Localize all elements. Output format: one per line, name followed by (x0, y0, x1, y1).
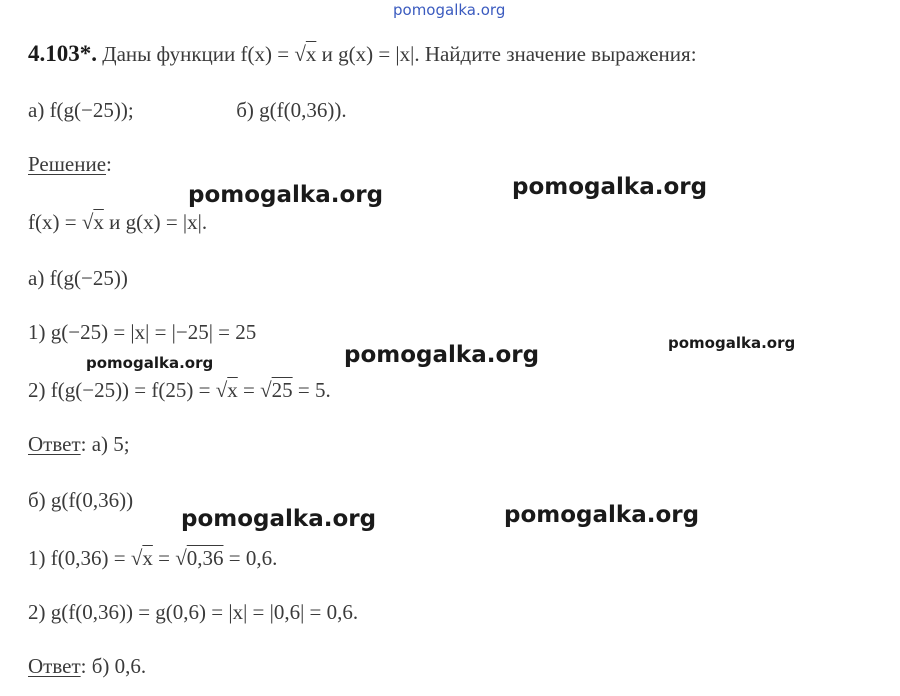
answer-a: Ответ: а) 5; (28, 432, 130, 456)
part-a: а) f(g(−25)); (28, 98, 134, 122)
statement-post: и g(x) = |x|. Найдите значение выражения: (316, 42, 697, 66)
part-a-title: а) f(g(−25)) (28, 266, 128, 290)
watermark: pomogalka.org (188, 182, 384, 208)
sqrt-symbol: √x (215, 378, 238, 402)
part-a-step1: 1) g(−25) = |x| = |−25| = 25 (28, 320, 257, 344)
part-b: б) g(f(0,36)). (236, 98, 347, 122)
part-b-title: б) g(f(0,36)) (28, 488, 134, 512)
watermark: pomogalka.org (181, 506, 377, 532)
sqrt-symbol: √x (81, 210, 104, 234)
part-b-step1: 1) f(0,36) = √x = √0,36 = 0,6. (28, 546, 278, 570)
watermark: pomogalka.org (504, 502, 700, 528)
watermark-top: pomogalka.org (393, 1, 506, 19)
statement-pre: Даны функции f(x) = (102, 42, 295, 66)
sqrt-symbol: √x (294, 42, 317, 66)
watermark: pomogalka.org (512, 174, 708, 200)
part-a-step2: 2) f(g(−25)) = f(25) = √x = √25 = 5. (28, 378, 331, 402)
given-functions: f(x) = √x и g(x) = |x|. (28, 210, 208, 234)
problem-parts (28, 100, 347, 121)
solution-heading: Решение: (28, 152, 112, 176)
problem-statement (28, 42, 697, 65)
sqrt-symbol: √0,36 (175, 546, 224, 570)
sqrt-symbol: √x (130, 546, 153, 570)
problem-number: 4.103*. (28, 41, 97, 66)
watermark: pomogalka.org (86, 354, 214, 372)
watermark: pomogalka.org (668, 334, 796, 352)
part-b-step2: 2) g(f(0,36)) = g(0,6) = |x| = |0,6| = 0,6. (28, 600, 359, 624)
watermark: pomogalka.org (344, 342, 540, 368)
sqrt-symbol: √25 (260, 378, 293, 402)
answer-b: Ответ: б) 0,6. (28, 654, 147, 678)
